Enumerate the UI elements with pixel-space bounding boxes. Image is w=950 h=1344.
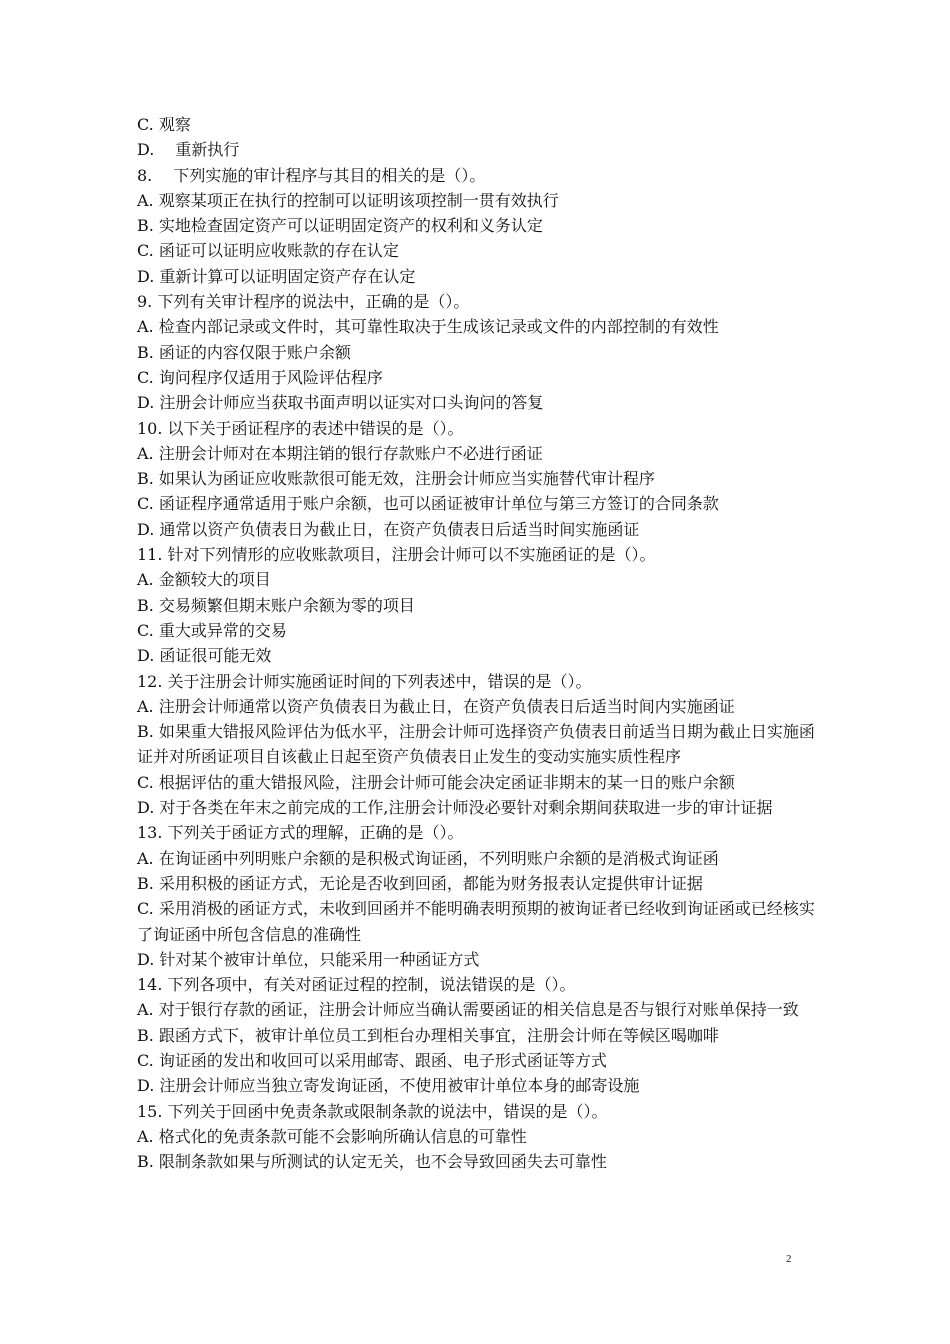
page-number: 2 (786, 1253, 792, 1265)
option-line: A. 检查内部记录或文件时，其可靠性取决于生成该记录或文件的内部控制的有效性 (137, 317, 719, 337)
text-line: C. 观察 (137, 115, 191, 134)
question-line: 8. 下列实施的审计程序与其目的相关的是（）。 (137, 165, 486, 185)
option-line: D. 函证很可能无效 (137, 646, 272, 666)
option-line: B. 实地检查固定资产可以证明固定资产的权利和义务认定 (137, 216, 543, 236)
option-line: D. 重新计算可以证明固定资产存在认定 (137, 266, 416, 286)
option-line: A. 在询证函中列明账户余额的是积极式询证函，不列明账户余额的是消极式询证函 (137, 848, 719, 868)
option-line: B. 采用积极的函证方式，无论是否收到回函，都能为财务报表认定提供审计证据 (137, 873, 703, 893)
option-line: C. 采用消极的函证方式，未收到回函并不能明确表明预期的被询证者已经收到询证函或已经核实了询证函中所包含信息的准确性 (137, 899, 815, 944)
question-line: 11. 针对下列情形的应收账款项目，注册会计师可以不实施函证的是（）。 (137, 545, 656, 565)
option-line: A. 注册会计师通常以资产负债表日为截止日，在资产负债表日后适当时间内实施函证 (137, 696, 735, 716)
option-line: C. 函证程序通常适用于账户余额，也可以函证被审计单位与第三方签订的合同条款 (137, 494, 719, 514)
option-line: B. 跟函方式下，被审计单位员工到柜台办理相关事宜，注册会计师在等候区喝咖啡 (137, 1025, 719, 1045)
option-line: B. 交易频繁但期末账户余额为零的项目 (137, 595, 415, 615)
option-line: D. 对于各类在年末之前完成的工作,注册会计师没必要针对剩余期间获取进一步的审计证据 (137, 798, 773, 818)
text-line: D. 重新执行 (137, 140, 240, 160)
option-line: C. 重大或异常的交易 (137, 620, 287, 640)
option-line: B. 限制条款如果与所测试的认定无关，也不会导致回函失去可靠性 (137, 1152, 607, 1172)
option-line: C. 根据评估的重大错报风险，注册会计师可能会决定函证非期末的某一日的账户余额 (137, 772, 735, 792)
option-line: C. 询证函的发出和收回可以采用邮寄、跟函、电子形式函证等方式 (137, 1050, 607, 1070)
option-line: A. 观察某项正在执行的控制可以证明该项控制一贯有效执行 (137, 190, 559, 210)
option-line: A. 格式化的免责条款可能不会影响所确认信息的可靠性 (137, 1126, 527, 1146)
option-line: A. 注册会计师对在本期注销的银行存款账户不必进行函证 (137, 443, 543, 463)
question-line: 15. 下列关于回函中免责条款或限制条款的说法中，错误的是（）。 (137, 1101, 608, 1121)
option-line: A. 金额较大的项目 (137, 570, 271, 590)
question-line: 13. 下列关于函证方式的理解，正确的是（）。 (137, 823, 464, 843)
option-line: C. 函证可以证明应收账款的存在认定 (137, 241, 399, 261)
option-line: D. 通常以资产负债表日为截止日，在资产负债表日后适当时间实施函证 (137, 519, 640, 539)
option-line: B. 如果认为函证应收账款很可能无效，注册会计师应当实施替代审计程序 (137, 469, 655, 489)
option-line: D. 注册会计师应当获取书面声明以证实对口头询问的答复 (137, 393, 544, 413)
option-line: B. 如果重大错报风险评估为低水平，注册会计师可选择资产负债表日前适当日期为截止日实施函证并对所函证项目自该截止日起至资产负债表日止发生的变动实施实质性程序 (137, 722, 815, 767)
question-line: 9. 下列有关审计程序的说法中，正确的是（）。 (137, 292, 470, 312)
option-line: A. 对于银行存款的函证，注册会计师应当确认需要函证的相关信息是否与银行对账单保持一致 (137, 1000, 799, 1020)
question-line: 14. 下列各项中，有关对函证过程的控制，说法错误的是（）。 (137, 975, 576, 995)
option-line: D. 注册会计师应当独立寄发询证函，不使用被审计单位本身的邮寄设施 (137, 1076, 640, 1096)
page-body (137, 112, 817, 1174)
option-line: B. 函证的内容仅限于账户余额 (137, 342, 351, 362)
option-line: D. 针对某个被审计单位，只能采用一种函证方式 (137, 949, 480, 969)
question-line: 12. 关于注册会计师实施函证时间的下列表述中，错误的是（）。 (137, 671, 592, 691)
option-line: C. 询问程序仅适用于风险评估程序 (137, 367, 383, 387)
question-line: 10. 以下关于函证程序的表述中错误的是（）。 (137, 418, 464, 438)
